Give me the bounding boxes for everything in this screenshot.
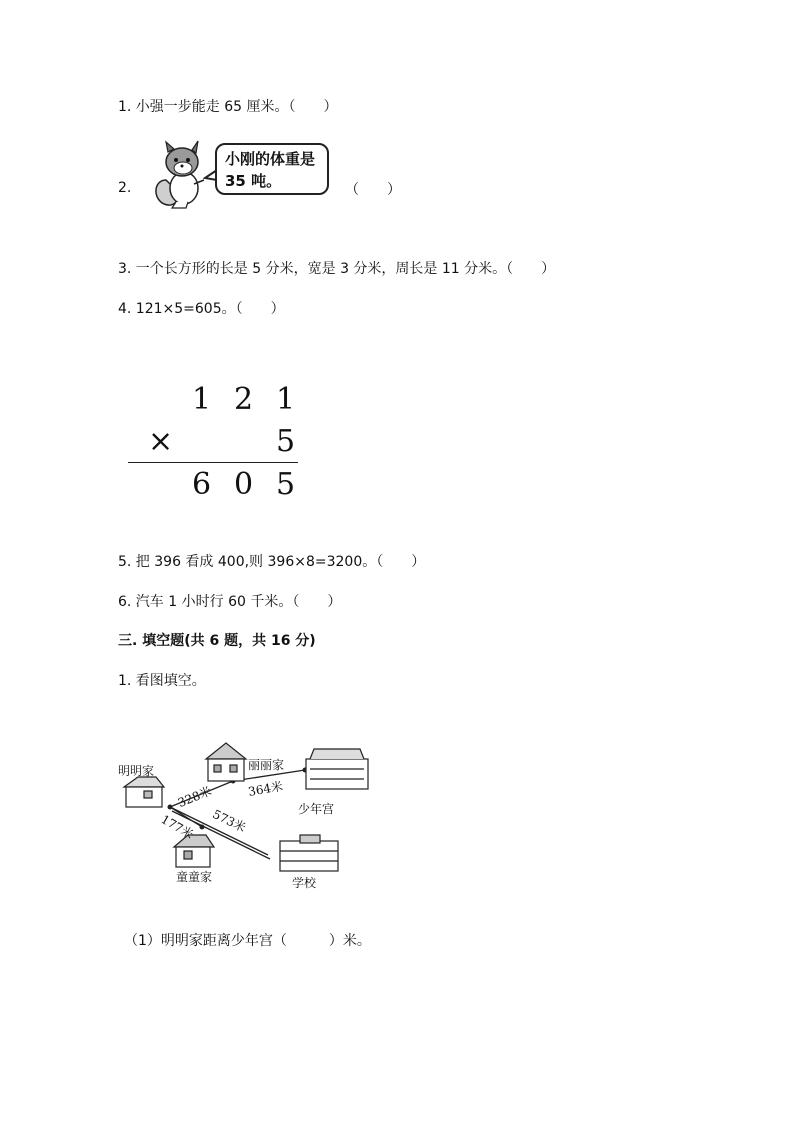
map-label-youth-palace: 少年宫 xyxy=(298,802,335,816)
calc-digit: 5 xyxy=(276,424,296,459)
question-1: 1. 小强一步能走 65 厘米。（ ） xyxy=(118,99,338,115)
question-5: 5. 把 396 看成 400,则 396×8=3200。（ ） xyxy=(118,554,426,570)
distance-label: 328米 xyxy=(175,783,214,810)
calc-digit: 6 xyxy=(192,467,212,502)
calc-digit: 0 xyxy=(234,467,254,502)
school-icon xyxy=(280,835,338,871)
calc-rule xyxy=(128,462,298,463)
speech-bubble-line-2: 35 吨。 xyxy=(225,172,282,190)
question-6: 6. 汽车 1 小时行 60 千米。（ ） xyxy=(118,594,342,610)
fill-sub-question-1: （1）明明家距离少年宫（ ）米。 xyxy=(124,933,371,949)
distance-label: 364米 xyxy=(247,779,284,799)
speech-bubble xyxy=(215,143,329,195)
map-label-mingming: 明明家 xyxy=(118,764,155,778)
map-label-tongtong: 童童家 xyxy=(176,870,213,884)
question-2-number: 2. xyxy=(118,180,132,196)
calc-digit: 1 xyxy=(276,382,296,417)
speech-bubble-line-1: 小刚的体重是 xyxy=(225,150,316,168)
distance-label: 573米 xyxy=(210,807,248,835)
fill-question-1: 1. 看图填空。 xyxy=(118,673,206,689)
question-2-answer-paren: （ ） xyxy=(345,182,401,198)
map-label-school: 学校 xyxy=(292,876,317,890)
map-label-lili: 丽丽家 xyxy=(248,758,285,772)
youth-palace-icon xyxy=(306,749,368,789)
times-sign: × xyxy=(148,424,174,459)
calc-digit: 5 xyxy=(276,467,296,502)
calc-digit: 1 xyxy=(192,382,212,417)
vertical-multiplication xyxy=(128,378,303,503)
question-4: 4. 121×5=605。（ ） xyxy=(118,301,285,317)
lili-house-icon xyxy=(206,743,246,781)
section-heading: 三. 填空题(共 6 题，共 16 分) xyxy=(118,633,316,649)
distance-label: 177米 xyxy=(158,812,196,842)
tongtong-house-icon xyxy=(174,835,214,867)
calc-digit: 2 xyxy=(234,382,254,417)
mingming-house-icon xyxy=(124,777,164,807)
question-3: 3. 一个长方形的长是 5 分米，宽是 3 分米，周长是 11 分米。（ ） xyxy=(118,261,556,277)
